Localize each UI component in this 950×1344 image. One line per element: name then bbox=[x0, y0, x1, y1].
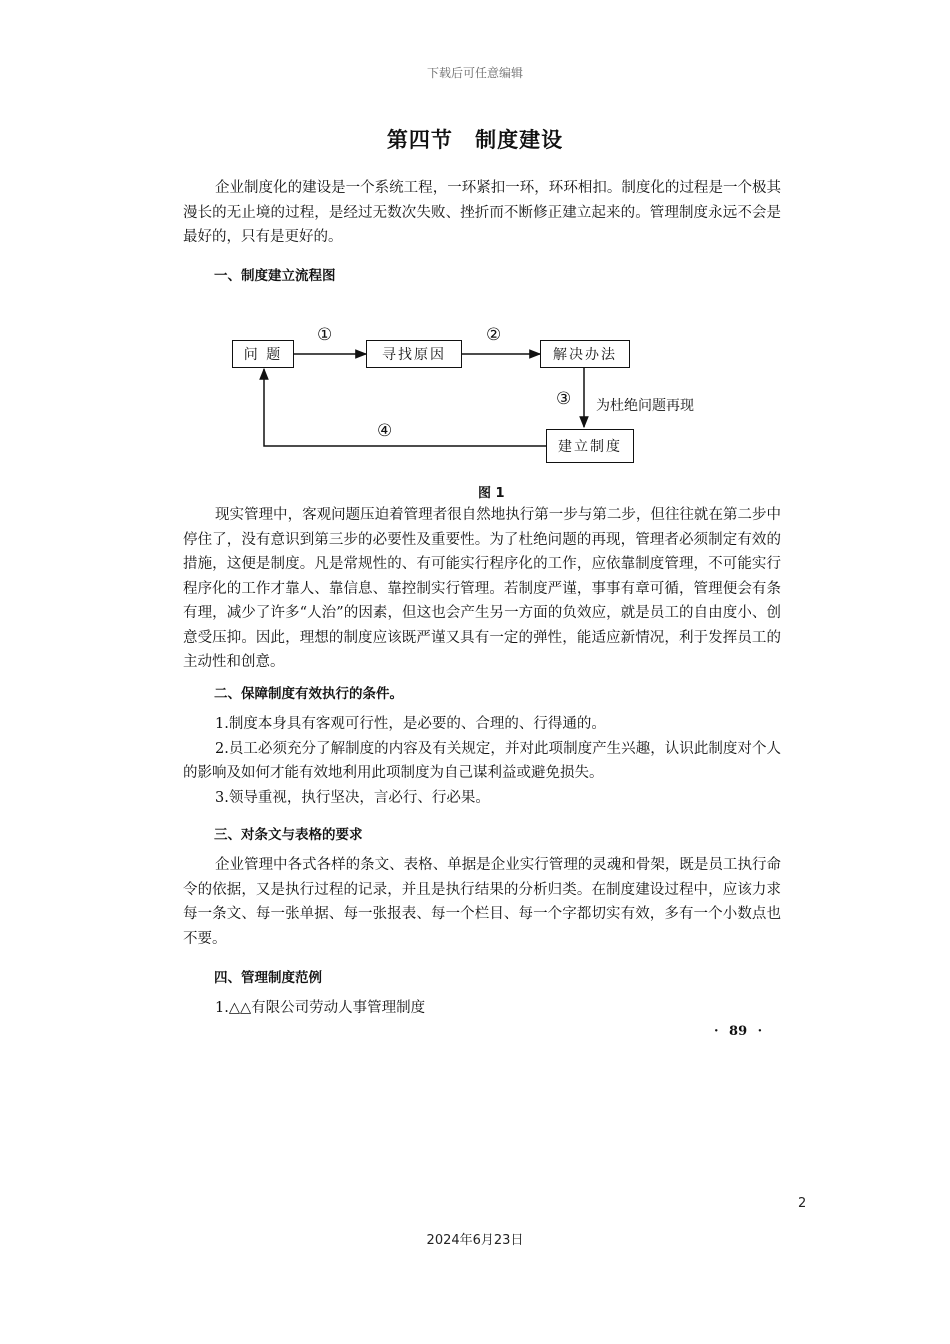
arrow-system-to-problem bbox=[264, 369, 546, 446]
box-find-cause: 寻找原因 bbox=[366, 340, 462, 368]
condition-item-1: 1.制度本身具有客观可行性，是必要的、合理的、行得通的。 bbox=[215, 716, 606, 732]
clauses-paragraph: 企业管理中各式各样的条文、表格、单据是企业实行管理的灵魂和骨架，既是员工执行命令的依据，又是执行过程的记录，并且是执行结果的分析归类。在制度建设过程中，应该力求每一条文、每一张单据、每一张报表、每一个栏目、每一个字都切实有效，多有一个小数点也不要。 bbox=[183, 857, 781, 947]
example-item-1: 1.△△有限公司劳动人事管理制度 bbox=[215, 1000, 426, 1016]
body-paragraph: 现实管理中，客观问题压迫着管理者很自然地执行第一步与第二步，但往往就在第二步中停住了，没有意识到第三步的必要性及重要性。为了杜绝问题的再现，管理者必须制定有效的措施，这便是制度。凡是常规性的、有可能实行程序化的工作，应依靠制度管理，不可能实行程序化的工作才靠人、靠信息、靠控制实行管理。若制度严谨，事事有章可循，管理便会有条有理，减少了许多“人治”的因素，但这也会产生另一方面的负效应，就是员工的自由度小、创意受压抑。因此，理想的制度应该既严谨又具有一定的弹性，能适应新情况，利于发挥员工的主动性和创意。 bbox=[183, 507, 781, 670]
step-4-label: ④ bbox=[377, 421, 393, 441]
book-page-number: · 89 · bbox=[714, 1024, 763, 1039]
heading-examples: 四、管理制度范例 bbox=[214, 970, 322, 986]
box-build-system: 建立制度 bbox=[546, 429, 634, 463]
footer-date: 2024年6月23日 bbox=[426, 1233, 524, 1248]
condition-item-2: 2.员工必须充分了解制度的内容及有关规定，并对此项制度产生兴趣，认识此制度对个人的影响及如何才能有效地利用此项制度为自己谋利益或避免损失。 bbox=[183, 741, 781, 781]
sheet-page-number: 2 bbox=[798, 1196, 807, 1211]
heading-conditions: 二、保障制度有效执行的条件。 bbox=[214, 686, 403, 702]
box-solution: 解决办法 bbox=[540, 340, 630, 368]
step-2-label: ② bbox=[486, 325, 502, 345]
box-problem: 问 题 bbox=[232, 340, 294, 368]
condition-item-3: 3.领导重视，执行坚决，言必行、行必果。 bbox=[215, 790, 490, 806]
intro-paragraph: 企业制度化的建设是一个系统工程，一环紧扣一环，环环相扣。制度化的过程是一个极其漫长的无止境的过程，是经过无数次失败、挫折而不断修正建立起来的。管理制度永远不会是最好的，只有是更好的。 bbox=[183, 180, 781, 245]
section-title: 第四节 制度建设 bbox=[386, 127, 564, 152]
step-3-label: ③ bbox=[556, 389, 572, 409]
step-1-label: ① bbox=[317, 325, 333, 345]
heading-flowchart: 一、制度建立流程图 bbox=[214, 268, 336, 284]
figure-caption: 图 1 bbox=[478, 486, 505, 501]
header-note: 下载后可任意编辑 bbox=[426, 66, 523, 80]
step-3-note: 为杜绝问题再现 bbox=[596, 398, 694, 414]
heading-clauses-forms: 三、对条文与表格的要求 bbox=[214, 827, 363, 843]
